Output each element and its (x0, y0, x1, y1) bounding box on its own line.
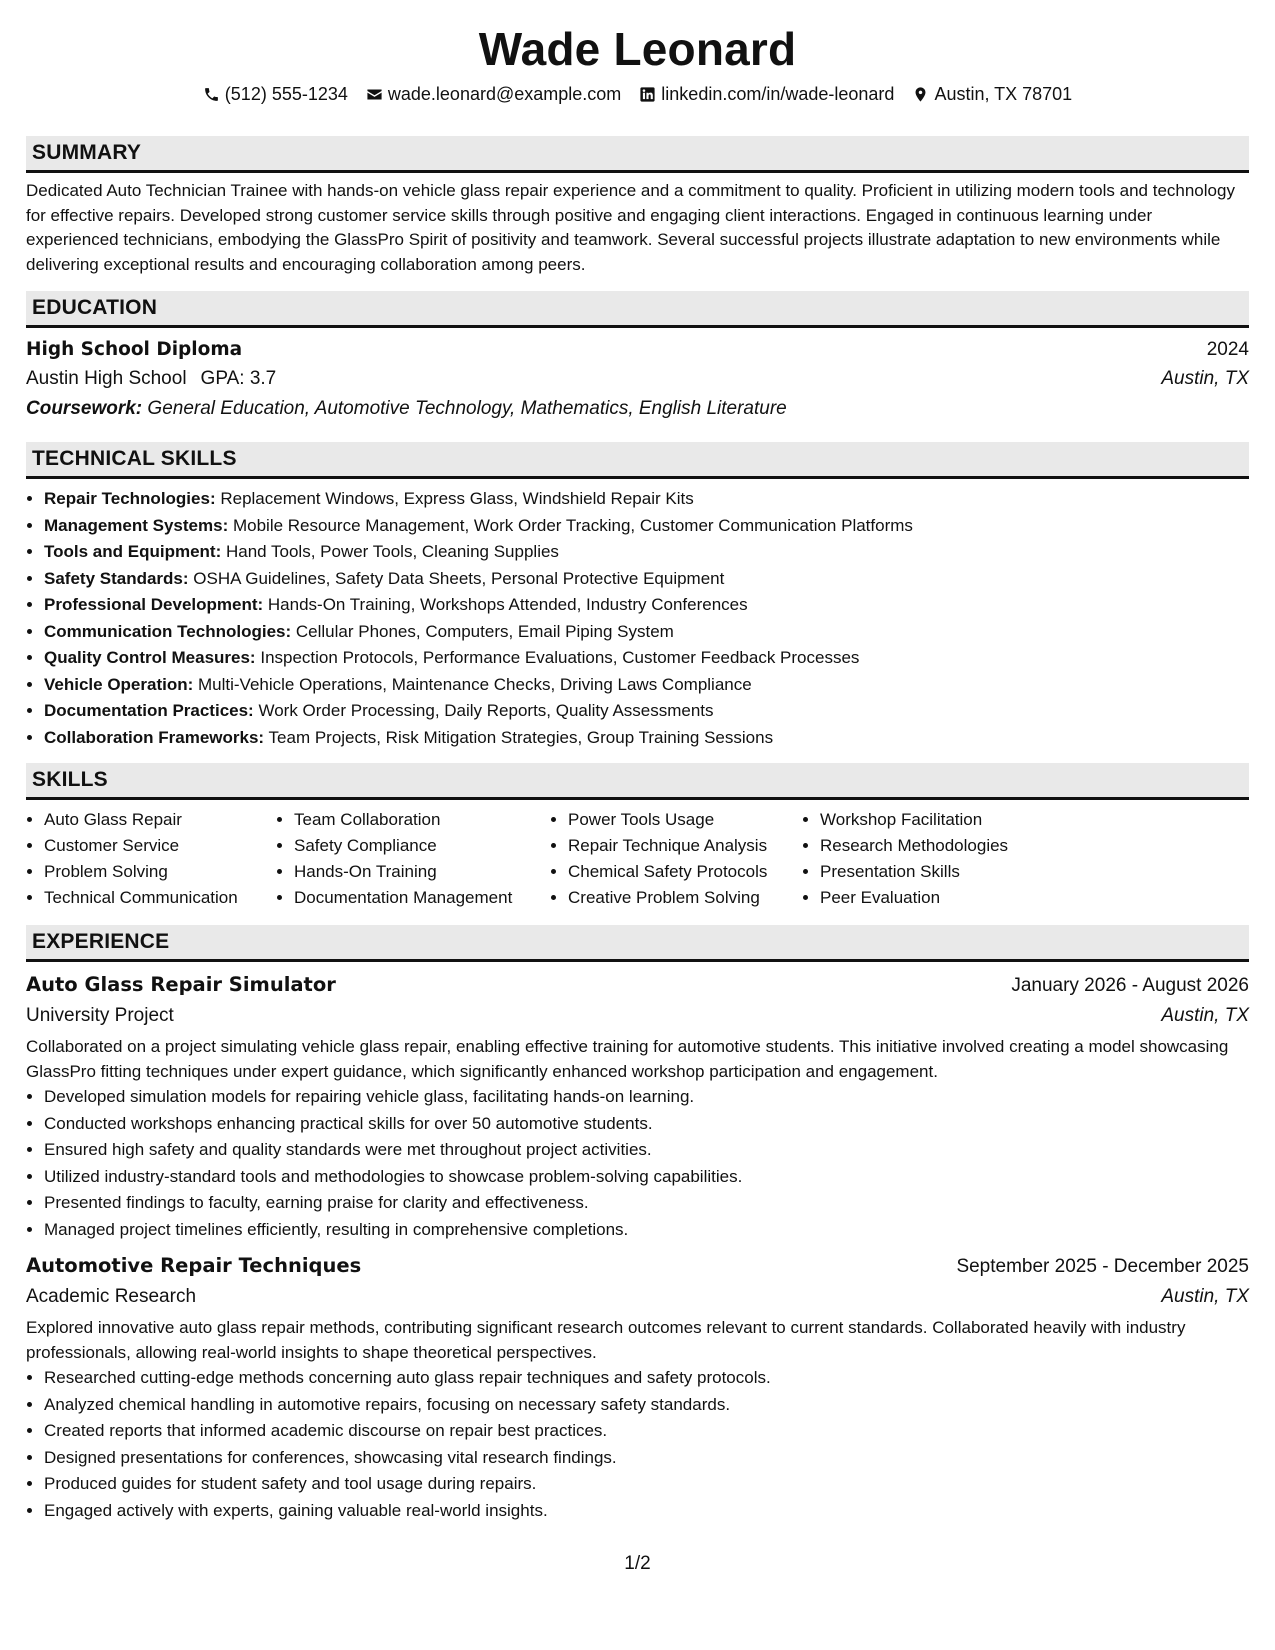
job-dates: January 2026 - August 2026 (1011, 975, 1249, 996)
skills-column-4 (802, 807, 1060, 911)
skill-category: Collaboration Frameworks: (44, 727, 265, 747)
list-item: • Technical Communication (44, 885, 276, 911)
list-item (44, 486, 1249, 513)
contact-phone (203, 84, 348, 105)
list-item: • Hands-On Training (294, 859, 550, 885)
list-item (44, 672, 1249, 699)
job-sub-row (26, 1001, 1249, 1031)
skill-category: Professional Development: (44, 595, 264, 614)
list-item: • Researched cutting-edge methods concerning auto glass repair techniques and safety protocols. (44, 1365, 1249, 1392)
skill-category: Quality Control Measures: (44, 648, 256, 667)
education-sub-row (26, 364, 1249, 394)
skill-values: Multi-Vehicle Operations, Maintenance Checks, Driving Laws Compliance (198, 674, 752, 694)
list-item: • Ensured high safety and quality standards were met throughout project activities. (44, 1137, 1249, 1164)
list-item: • Workshop Facilitation (820, 807, 1060, 833)
coursework-list: General Education, Automotive Technology, Mathematics, English Literature (147, 398, 787, 419)
skill-category: Communication Technologies: (44, 621, 292, 641)
skills-heading: SKILLS (26, 763, 1249, 800)
list-item: • Team Collaboration (294, 807, 550, 833)
skills-column-3 (550, 807, 802, 911)
candidate-name: Wade Leonard (478, 23, 797, 75)
job-title: Automotive Repair Techniques (26, 1254, 362, 1277)
list-item (44, 698, 1249, 725)
technical-skills-heading: TECHNICAL SKILLS (26, 442, 1249, 479)
job-org: University Project (26, 1005, 174, 1026)
map-pin-icon (912, 86, 929, 103)
skill-category: Repair Technologies: (44, 489, 216, 508)
skill-category: Management Systems: (44, 515, 229, 535)
job-title-row (26, 970, 1249, 1001)
list-item: • Research Methodologies (820, 833, 1060, 859)
skill-values: Hand Tools, Power Tools, Cleaning Supplies (225, 542, 559, 561)
degree-title: High School Diploma (26, 339, 243, 360)
summary-text: Dedicated Auto Technician Trainee with hands-on vehicle glass repair experience and a commitment to quality. Proficient in utilizing modern tools and technology for effective repairs. Developed strong customer service skills through positive and engaging client interactions. Engaged in continuous learning under experienced technicians, embodying the GlassPro Spirit of positivity and teamwork. Several successful projects illustrate adaptation to new environments while delivering exceptional results and encouraging collaboration among peers. (26, 181, 1235, 274)
graduation-year: 2024 (1206, 339, 1249, 360)
school-info (26, 364, 276, 394)
job-title-row (26, 1251, 1249, 1282)
skill-values: Cellular Phones, Computers, Email Piping System (295, 621, 674, 641)
list-item (44, 725, 1249, 752)
coursework (26, 394, 1249, 424)
contact-linkedin[interactable] (639, 84, 894, 105)
list-item: • Analyzed chemical handling in automotive repairs, focusing on necessary safety standards. (44, 1392, 1249, 1419)
summary-heading: SUMMARY (26, 136, 1249, 173)
skill-category: Documentation Practices: (44, 701, 254, 720)
phone-icon (203, 86, 220, 103)
skill-values: Inspection Protocols, Performance Evaluations, Customer Feedback Processes (260, 648, 860, 667)
list-item: • Presentation Skills (820, 859, 1060, 885)
list-item (44, 592, 1249, 619)
contact-location (912, 84, 1072, 105)
skills-grid (26, 807, 1249, 911)
list-item: • Created reports that informed academic discourse on repair best practices. (44, 1418, 1249, 1445)
list-item: • Customer Service (44, 833, 276, 859)
list-item: • Creative Problem Solving (568, 885, 802, 911)
linkedin-icon (639, 86, 656, 103)
school-name: Austin High School (26, 368, 187, 389)
job-org: Academic Research (26, 1286, 197, 1307)
job-entry (26, 970, 1249, 1243)
skill-values: Mobile Resource Management, Work Order Tracking, Customer Communication Platforms (232, 515, 913, 535)
skill-category: Vehicle Operation: (44, 674, 194, 694)
linkedin-link[interactable]: linkedin.com/in/wade-leonard (661, 83, 895, 104)
list-item: • Safety Compliance (294, 833, 550, 859)
list-item: • Auto Glass Repair (44, 807, 276, 833)
skill-values: Replacement Windows, Express Glass, Windshield Repair Kits (220, 489, 694, 508)
list-item: • Problem Solving (44, 859, 276, 885)
skill-category: Tools and Equipment: (44, 542, 222, 561)
skills-column-1 (26, 807, 276, 911)
list-item: • Engaged actively with experts, gaining valuable real-world insights. (44, 1498, 1249, 1525)
envelope-icon (366, 86, 383, 103)
job-bullets (26, 1084, 1249, 1243)
job-title: Auto Glass Repair Simulator (26, 973, 336, 996)
location-text: Austin, TX 78701 (934, 83, 1073, 104)
experience-heading: EXPERIENCE (26, 925, 1249, 962)
list-item: • Presented findings to faculty, earning praise for clarity and effectiveness. (44, 1190, 1249, 1217)
list-item: • Developed simulation models for repairing vehicle glass, facilitating hands-on learning. (44, 1084, 1249, 1111)
list-item (44, 513, 1249, 540)
technical-skills-list (26, 486, 1249, 751)
job-sub-row (26, 1282, 1249, 1312)
job-description: Explored innovative auto glass repair methods, contributing significant research outcomes relevant to current standards. Collaborated heavily with industry professionals, allowing real-world insights to shape theoretical perspectives. (26, 1318, 1186, 1362)
skill-values: Work Order Processing, Daily Reports, Quality Assessments (258, 701, 714, 720)
list-item (44, 539, 1249, 566)
education-title-row (26, 336, 1249, 364)
skills-column-2 (276, 807, 550, 911)
list-item: • Repair Technique Analysis (568, 833, 802, 859)
job-dates: September 2025 - December 2025 (956, 1256, 1249, 1277)
list-item: • Managed project timelines efficiently, resulting in comprehensive completions. (44, 1217, 1249, 1244)
list-item: • Utilized industry-standard tools and methodologies to showcase problem-solving capabilities. (44, 1164, 1249, 1191)
job-location: Austin, TX (1161, 1286, 1249, 1307)
list-item (44, 566, 1249, 593)
contact-row (26, 82, 1249, 106)
skill-category: Safety Standards: (44, 568, 189, 588)
skill-values: Hands-On Training, Workshops Attended, Industry Conferences (267, 595, 748, 614)
list-item: • Power Tools Usage (568, 807, 802, 833)
list-item: • Conducted workshops enhancing practical skills for over 50 automotive students. (44, 1111, 1249, 1138)
job-description: Collaborated on a project simulating vehicle glass repair, enabling effective training for automotive students. This initiative involved creating a model showcasing GlassPro fitting techniques under expert guidance, which significantly enhanced workshop participation and engagement. (26, 1037, 1229, 1081)
list-item: • Designed presentations for conferences, showcasing vital research findings. (44, 1445, 1249, 1472)
job-entry (26, 1251, 1249, 1524)
list-item: • Produced guides for student safety and tool usage during repairs. (44, 1471, 1249, 1498)
phone-text: (512) 555-1234 (224, 83, 348, 104)
gpa: GPA: 3.7 (200, 368, 277, 389)
list-item (44, 619, 1249, 646)
job-location: Austin, TX (1161, 1005, 1249, 1026)
list-item (44, 645, 1249, 672)
list-item: • Chemical Safety Protocols (568, 859, 802, 885)
school-location: Austin, TX (1161, 368, 1249, 389)
list-item: • Documentation Management (294, 885, 550, 911)
skill-values: Team Projects, Risk Mitigation Strategies, Group Training Sessions (268, 727, 774, 747)
education-heading: EDUCATION (26, 291, 1249, 328)
job-bullets (26, 1365, 1249, 1524)
coursework-label: Coursework: (26, 398, 143, 419)
contact-email[interactable] (366, 84, 621, 105)
skill-values: OSHA Guidelines, Safety Data Sheets, Personal Protective Equipment (193, 568, 725, 588)
page-number: 1/2 (624, 1553, 651, 1574)
email-link[interactable]: wade.leonard@example.com (387, 83, 622, 104)
list-item: • Peer Evaluation (820, 885, 1060, 911)
